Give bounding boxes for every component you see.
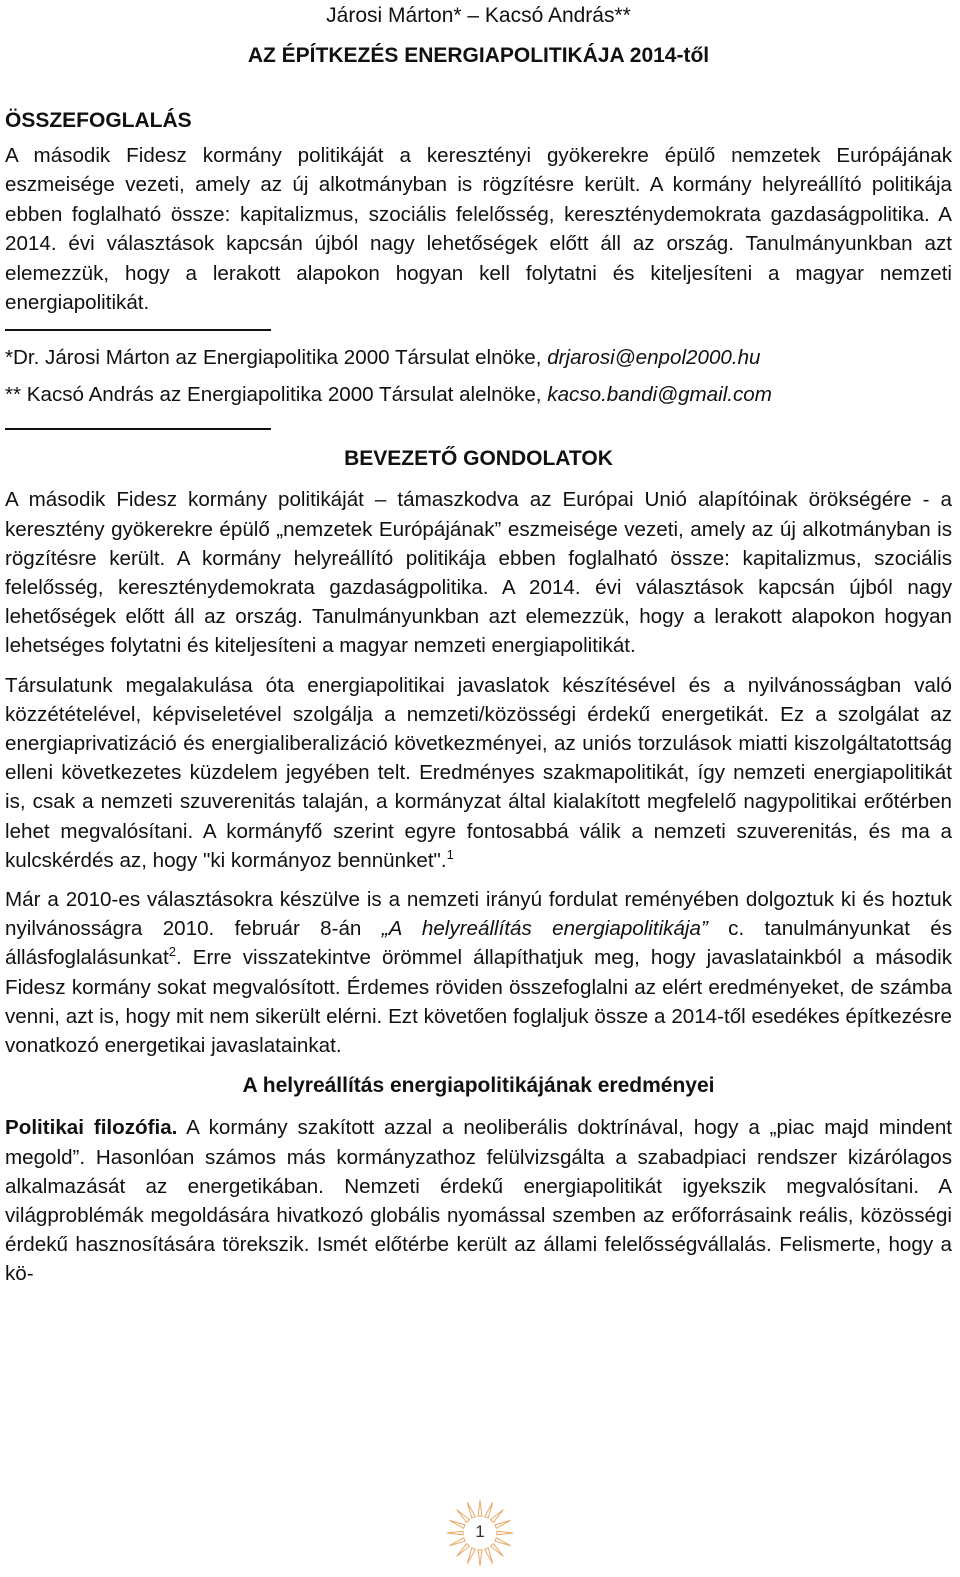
ornament-ray — [467, 1548, 475, 1564]
ornament-ray — [485, 1503, 493, 1519]
intro-paragraph-3-title: „A helyreállítás energiapolitikája” — [381, 917, 708, 941]
intro-paragraph-3-a: Már a 2010-es választásokra készülve is a nemzeti irányú fordulat reményében dolgoztuk ki és hoztuk nyilvánosságra 2010. február 8-án — [5, 888, 952, 941]
ornament-ray — [491, 1510, 504, 1523]
page-number-badge — [426, 1497, 534, 1575]
footnote-second-author — [5, 381, 952, 408]
intro-paragraph-2 — [5, 671, 952, 875]
ornament-ray — [467, 1503, 475, 1519]
document-title: AZ ÉPÍTKEZÉS ENERGIAPOLITIKÁJA 2014-től — [247, 44, 710, 67]
intro-paragraph-3-b: c. tanulmányunkat és állásfoglalásunkat — [5, 917, 953, 970]
footnote-ref-2: 2 — [168, 944, 176, 960]
footnote-divider — [5, 329, 271, 331]
section-lead: Politikai filozófia. — [5, 1116, 178, 1140]
document-page — [5, 0, 952, 1289]
intro-paragraph-3-c: . Erre visszatekintve örömmel állapíthatjuk meg, hogy javaslatainkból a második Fidesz kormány sokat megvalósított. Érdemes röviden összefoglalni az elért eredményeket, de számba venni, azt is, hogy mit nem sikerült elérni. Ezt követően foglaljuk össze a 2014-től esedékes építkezésre vonatkozó energetikai javaslatainkat. — [5, 946, 952, 1058]
footnote-first-text: *Dr. Járosi Márton az Energiapolitika 2000 Társulat elnöke, — [5, 346, 548, 370]
intro-paragraph-2-text: Társulatunk megalakulása óta energiapolitikai javaslatok készítésével és a nyilvánosságban való közzétételével, képviseletével szolgálja a nemzeti/közösségi érdekű energetikát. Ez a szolgálat az energiaprivatizáció és energialiberalizáció következményei, az uniós torzulások miatti kiszolgáltatottság elleni következetes küzdelem jegyében telt. Eredményes szakmapolitikát, így nemzeti energiapolitikát is, csak a nemzeti szuverenitás talaján, a kormányzat által kialakított megfelelő nagypolitikai erőtérben lehet megvalósítani. A kormányfő szerint egyre fontosabbá válik a nemzeti szuverenitás, és ma a kulcskérdés az, hogy "ki kormányoz bennünket". — [5, 673, 952, 872]
intro-paragraph-3 — [5, 885, 952, 1060]
ornament-ray — [485, 1548, 493, 1564]
footnote-ref-1: 1 — [446, 846, 454, 862]
footnote-first-email: drjarosi@enpol2000.hu — [547, 346, 761, 370]
footnote-second-email: kacso.bandi@gmail.com — [547, 383, 772, 407]
section-paragraph-1-text: A kormány szakított azzal a neoliberális doktrínával, hogy a „piac majd mindent megold”. Hasonlóan számos más kormányzathoz felülvizsgálta a szabadpiaci rendszer kizárólagos alkalmazását az energetikában. Nemzeti érdekű energiapolitikát igyekszik megvalósítani. A világproblémák megoldására hivatkozó globális nyomással szemben az erőforrásaink reális, közösségi érdekű hasznosítására törekszik. Ismét előtérbe került az állami felelősségvállalás. Felismerte, hogy a kö- — [5, 1116, 952, 1286]
intro-paragraph-1: A második Fidesz kormány politikáját – támaszkodva az Európai Unió alapítóinak örökségére - a keresztény gyökerekre épülő „nemzetek Európájának” eszmeisége vezeti, amely az új alkotmányban is rögzítésre került. A kormány helyreállító politikája ebben foglalható össze: kapitalizmus, szociális felelősség, kereszténydemokrata gazdaságpolitika. A 2014. évi választások kapcsán újból nagy lehetőségek előtt áll az ország. Tanulmányunkban azt elemezzük, hogy a lerakott alapokon hogyan lehetséges folytatni és kiteljesíteni a magyar nemzeti energiapolitikát. — [5, 488, 952, 658]
summary-text: A második Fidesz kormány politikáját a keresztényi gyökerekre épülő nemzetek Európájának eszmeisége vezeti, amely az új alkotmányban is rögzítésre került. A kormány helyreállító politikája ebben foglalható össze: kapitalizmus, szociális felelősség, kereszténydemokrata gazdaságpolitika. A 2014. évi választások kapcsán újból nagy lehetőségek előtt áll az ország. Tanulmányunkban azt elemezzük, hogy a lerakott alapokon hogyan kell folytatni és kiteljesíteni a magyar nemzeti energiapolitikát. — [5, 144, 952, 315]
footnote-second-text: ** Kacsó András az Energiapolitika 2000 Társulat alelnöke, — [5, 383, 548, 407]
authors-line: Járosi Márton* – Kacsó András** — [326, 4, 631, 27]
intro-heading: BEVEZETŐ GONDOLATOK — [344, 447, 613, 471]
section-heading: A helyreállítás energiapolitikájának eredményei — [242, 1074, 715, 1098]
summary-heading: ÖSSZEFOGLALÁS — [5, 109, 192, 132]
footnote-first-author — [5, 344, 952, 371]
section-paragraph-1 — [5, 1113, 952, 1288]
ornament-ray — [478, 1500, 482, 1516]
ornament-ray — [478, 1550, 482, 1566]
ornament-ray — [457, 1510, 470, 1523]
footnote-divider-bottom — [5, 428, 271, 430]
page-number: 1 — [475, 1522, 485, 1541]
ornament-ray — [491, 1544, 504, 1557]
ornament-ray — [457, 1544, 470, 1557]
